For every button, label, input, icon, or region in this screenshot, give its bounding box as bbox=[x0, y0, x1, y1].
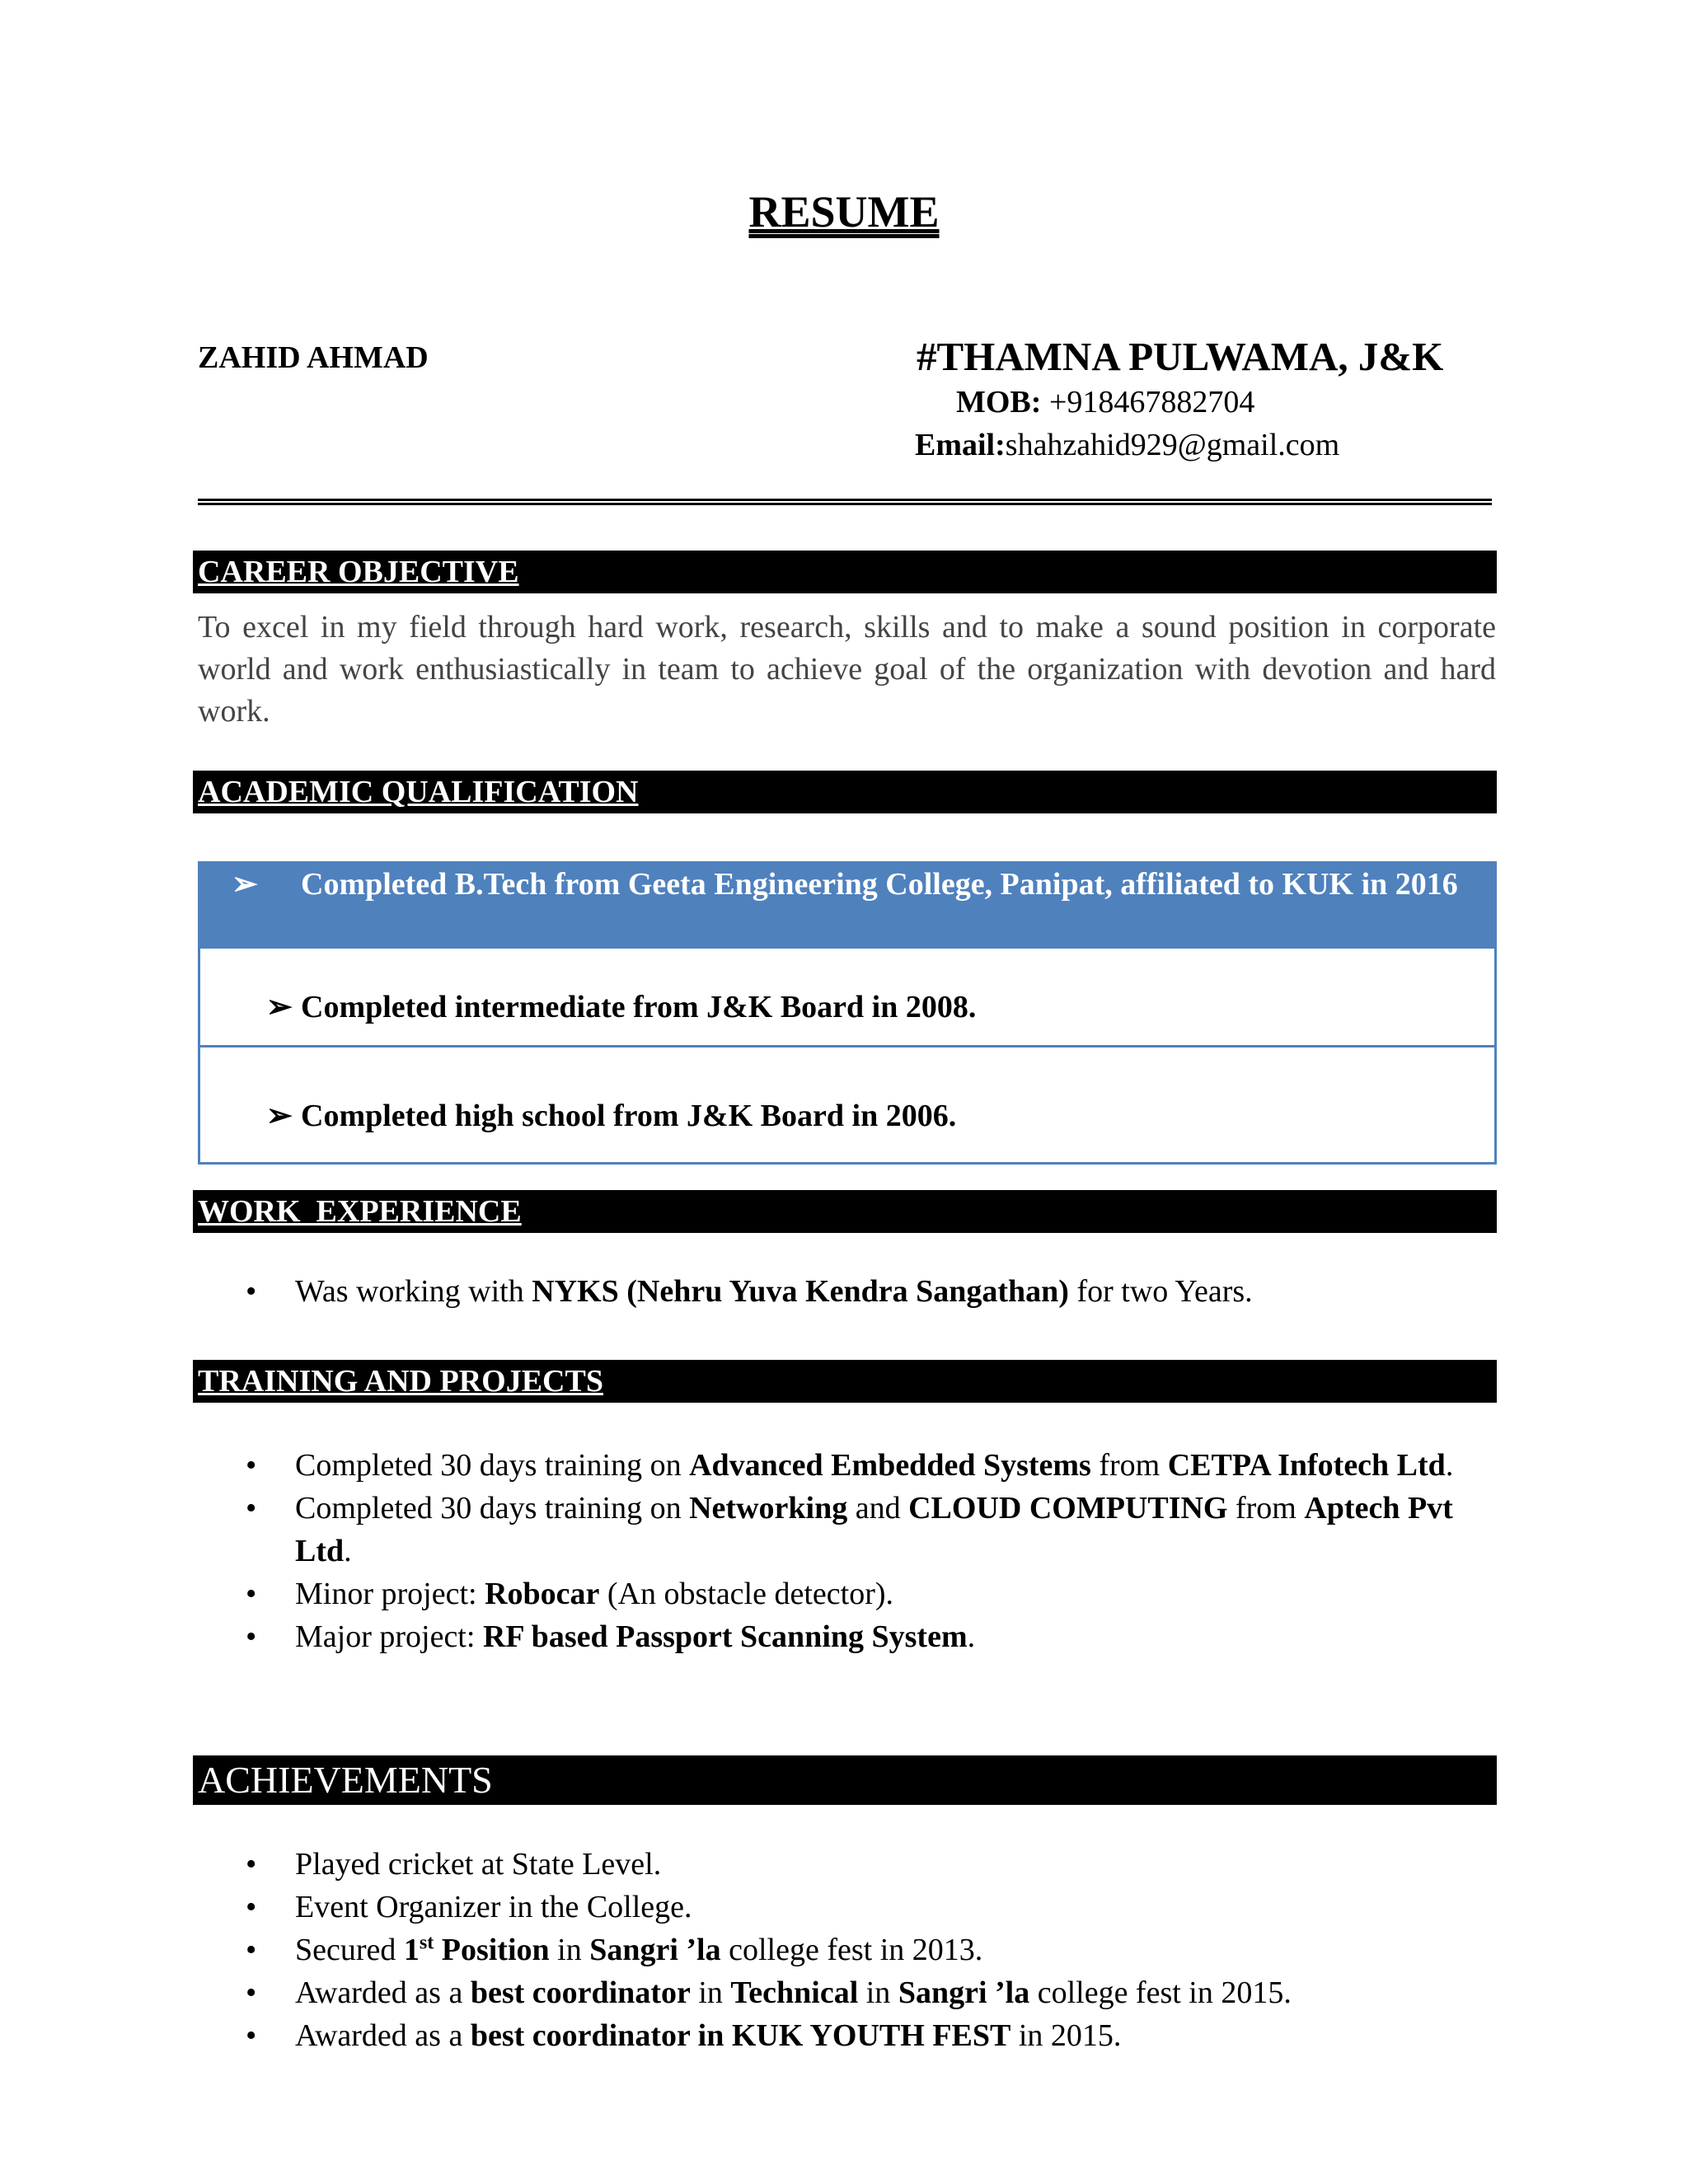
mobile-line bbox=[956, 384, 1254, 420]
list-item: • Event Organizer in the College. bbox=[246, 1886, 1482, 1929]
bullet-icon: • bbox=[246, 1847, 257, 1882]
list-item: • Minor project: Robocar (An obstacle detector). bbox=[246, 1572, 1482, 1615]
bullet-icon: • bbox=[246, 1890, 257, 1924]
section-heading-career-objective: CAREER OBJECTIVE bbox=[193, 551, 1497, 593]
section-heading-training: TRAINING AND PROJECTS bbox=[193, 1360, 1497, 1403]
resume-title: RESUME bbox=[748, 187, 940, 237]
list-item: • Major project: RF based Passport Scanning System. bbox=[246, 1615, 1482, 1658]
email-line bbox=[915, 427, 1339, 463]
candidate-name: ZAHID AHMAD bbox=[198, 340, 429, 375]
bullet-icon: • bbox=[246, 2018, 257, 2053]
email-label: Email: bbox=[915, 428, 1006, 462]
qualification-text: Completed high school from J&K Board in 2006. bbox=[301, 1099, 957, 1133]
bullet-icon: • bbox=[246, 1619, 257, 1654]
training-list bbox=[246, 1444, 1482, 1658]
qualification-table bbox=[198, 861, 1497, 1165]
mobile-label: MOB: bbox=[956, 385, 1042, 419]
list-item: • Completed 30 days training on Advanced Embedded Systems from CETPA Infotech Ltd. bbox=[246, 1444, 1482, 1487]
section-heading-academic: ACADEMIC QUALIFICATION bbox=[193, 771, 1497, 813]
list-item: • Completed 30 days training on Networking and CLOUD COMPUTING from Aptech Pvt Ltd. bbox=[246, 1487, 1482, 1572]
list-item: • Played cricket at State Level. bbox=[246, 1843, 1482, 1886]
list-item: • Awarded as a best coordinator in Technical in Sangri ’la college fest in 2015. bbox=[246, 1971, 1482, 2014]
section-heading-achievements: ACHIEVEMENTS bbox=[193, 1755, 1497, 1805]
list-item: • Awarded as a best coordinator in KUK YOUTH FEST in 2015. bbox=[246, 2014, 1482, 2057]
qualification-row bbox=[198, 861, 1497, 949]
arrow-bullet-icon: ➢ bbox=[266, 990, 293, 1024]
section-heading-work-experience: WORK EXPERIENCE bbox=[193, 1190, 1497, 1233]
arrow-bullet-icon: ➢ bbox=[266, 1099, 293, 1133]
qualification-text: Completed intermediate from J&K Board in 2008. bbox=[301, 990, 977, 1024]
bullet-icon: • bbox=[246, 1491, 257, 1526]
qualification-text: Completed B.Tech from Geeta Engineering College, Panipat, affiliated to KUK in 2016 bbox=[301, 867, 1458, 902]
email-address: shahzahid929@gmail.com bbox=[1005, 428, 1340, 462]
qualification-row bbox=[198, 1047, 1497, 1165]
mobile-number: +918467882704 bbox=[1041, 385, 1255, 419]
bullet-icon: • bbox=[246, 1274, 257, 1309]
bullet-icon: • bbox=[246, 1577, 257, 1611]
bullet-icon: • bbox=[246, 1933, 257, 1967]
work-experience-list bbox=[246, 1270, 1482, 1313]
list-item: • Was working with NYKS (Nehru Yuva Kendra Sangathan) for two Years. bbox=[246, 1270, 1482, 1313]
arrow-bullet-icon: ➢ bbox=[232, 867, 258, 902]
qualification-row bbox=[198, 949, 1497, 1047]
list-item: • Secured 1st Position in Sangri ’la college fest in 2013. bbox=[246, 1929, 1482, 1971]
career-objective-text: To excel in my field through hard work, research, skills and to make a sound position in corporate world and work enthusiastically in team to achieve goal of the organization with devotion and hard work. bbox=[198, 610, 1496, 729]
header-divider bbox=[198, 499, 1492, 505]
address: #THAMNA PULWAMA, J&K bbox=[917, 334, 1444, 379]
achievements-list bbox=[246, 1843, 1482, 2057]
bullet-icon: • bbox=[246, 1975, 257, 2010]
bullet-icon: • bbox=[246, 1448, 257, 1483]
